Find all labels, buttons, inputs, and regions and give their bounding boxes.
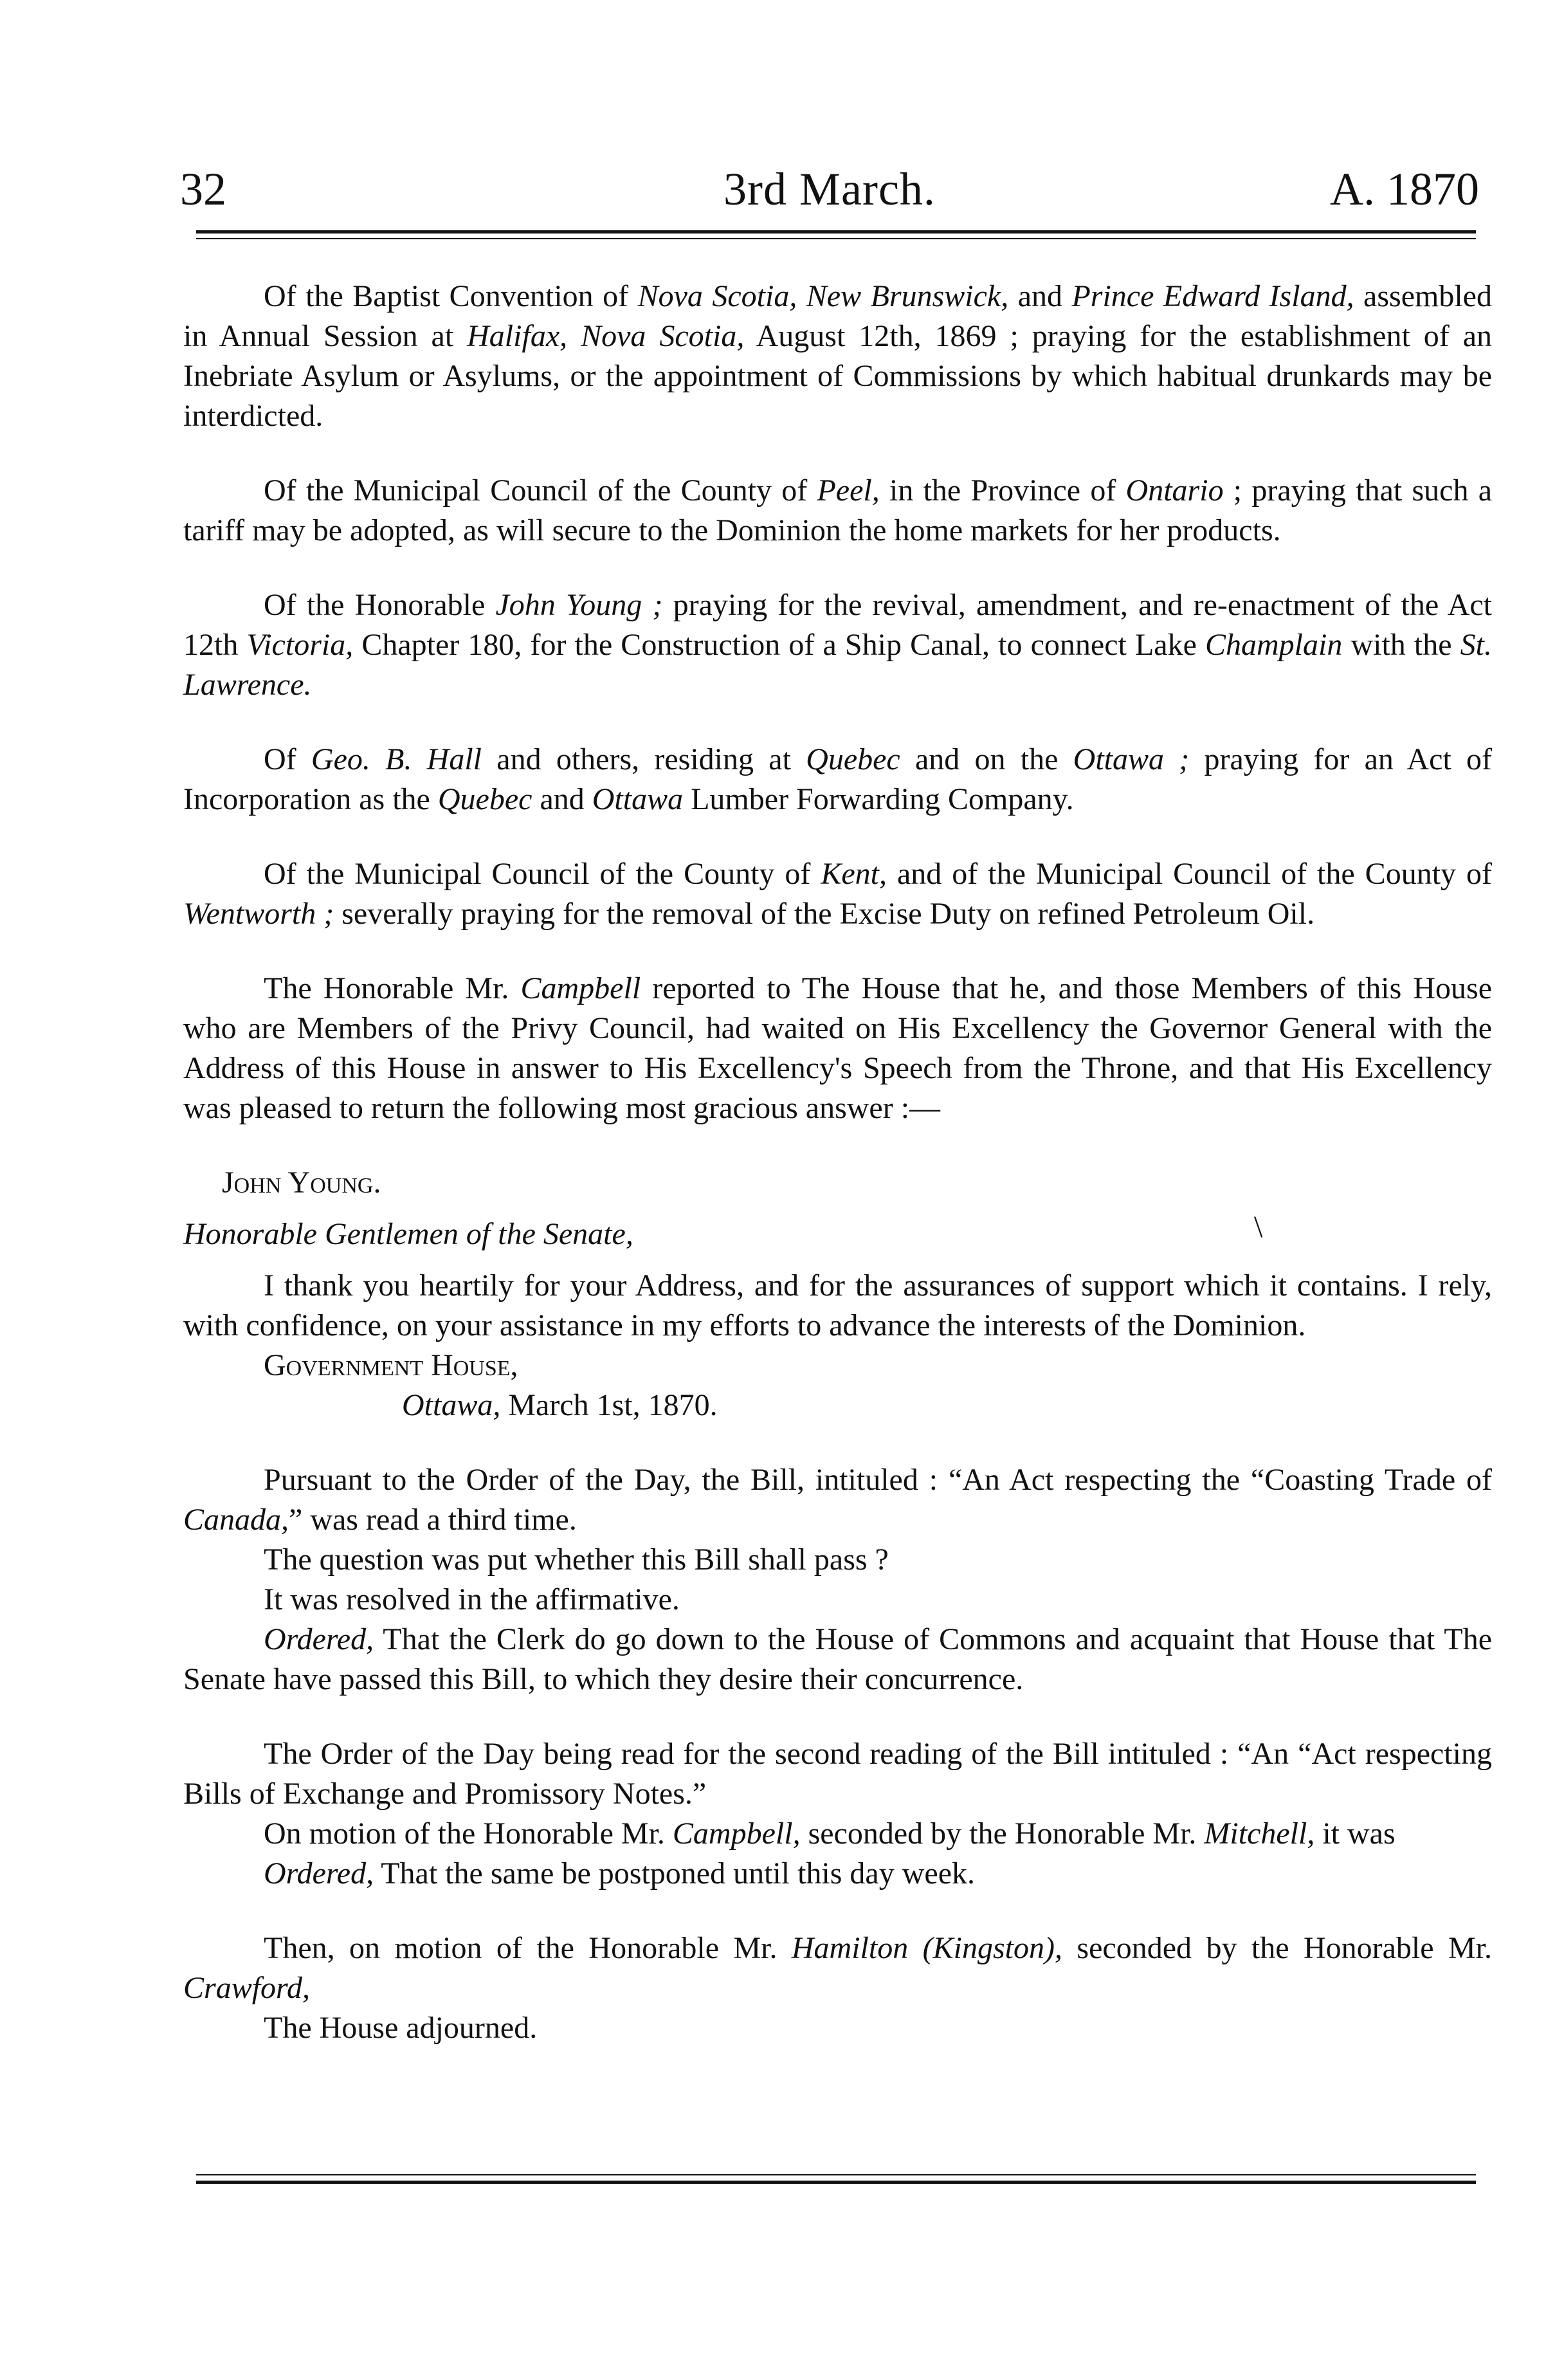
stray-mark: \ [1254,1210,1263,1244]
report-paragraph: The Honorable Mr. Campbell reported to The House that he, and those Members of this House who are Members of the Privy Council, had waited on His Excellency the Governor General with the Address of this House in answer to His Excellency's Speech from the Throne, and that His Excellency was pleased to return the following most gracious answer :— [183,971,1493,1125]
year-label: A. 1870 [1330,163,1479,215]
footer-rule-thick [196,2181,1476,2184]
answer-salutation: Honorable Gentlemen of the Senate, [183,1217,633,1251]
petition-baptist-convention: Of the Baptist Convention of Nova Scotia, New Brunswick, and Prince Edward Island, assembled in Annual Session at Halifax, Nova Scotia, August 12th, 1869 ; praying for the establishment of an Inebriate Asylum or Asylums, or the appointment of Commissions by which habitual drunkards may be interdicted. [183,279,1493,433]
petition-kent-wentworth: Of the Municipal Council of the County of Kent, and of the Municipal Council of the County of Wentworth ; severally praying for the removal of the Excise Duty on refined Petroleum Oil. [183,857,1492,931]
coasting-bill-reading: Pursuant to the Order of the Day, the Bill, intituled : “An Act respecting the “Coasting Trade of Canada,” was read a third time. [183,1463,1492,1537]
footer-rule-thin [196,2174,1476,2175]
petition-john-young: Of the Honorable John Young ; praying for the revival, amendment, and re-enactment of the Act 12th Victoria, Chapter 180, for the Construction of a Ship Canal, to connect Lake Champlain with the St. Lawrence. [183,588,1493,702]
bills-exchange-reading: The Order of the Day being read for the second reading of the Bill intituled : “An “Act respecting Bills of Exchange and Promissory Notes.” [183,1737,1492,1811]
coasting-ordered: Ordered, That the Clerk do go down to the House of Commons and acquaint that House that The Senate have passed this Bill, to which they desire their concurrence. [183,1622,1492,1696]
adjourn-line: The House adjourned. [264,2011,538,2045]
coasting-resolved: It was resolved in the affirmative. [264,1582,680,1616]
answer-place: Government House, [264,1348,518,1382]
answer-body: I thank you heartily for your Address, and for the assurances of support which it contains. I rely, with confidence, on your assistance in my efforts to advance the interests of the Dominion. [183,1268,1492,1342]
adjourn-motion: Then, on motion of the Honorable Mr. Hamilton (Kingston), seconded by the Honorable Mr. Crawford, [183,1931,1493,2005]
running-date: 3rd March. [723,163,936,215]
answer-date: Ottawa, March 1st, 1870. [402,1388,718,1422]
page-body [183,277,1492,2048]
page-header [180,154,1479,215]
answer-signatory: John Young. [222,1166,381,1200]
coasting-question: The question was put whether this Bill shall pass ? [264,1542,889,1577]
petition-peel-council: Of the Municipal Council of the County of Peel, in the Province of Ontario ; praying that such a tariff may be adopted, as will secure to the Dominion the home markets for her products. [183,473,1492,547]
header-rule-thick [196,230,1476,233]
page-number: 32 [180,163,226,215]
header-rule-thin [196,238,1476,239]
bills-motion: On motion of the Honorable Mr. Campbell, seconded by the Honorable Mr. Mitchell, it was [264,1817,1396,1851]
bills-ordered: Ordered, That the same be postponed until this day week. [264,1856,975,1890]
petition-geo-hall: Of Geo. B. Hall and others, residing at Quebec and on the Ottawa ; praying for an Act of Incorporation as the Quebec and Ottawa Lumber Forwarding Company. [183,742,1493,816]
